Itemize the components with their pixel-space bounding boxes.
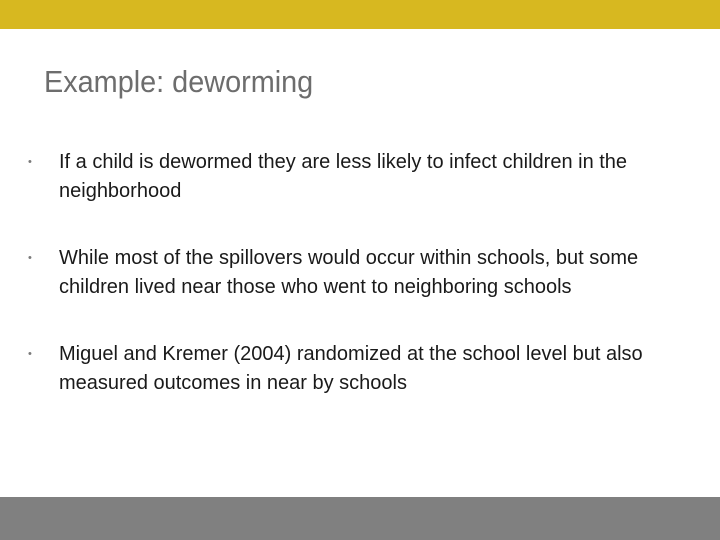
top-accent-bar xyxy=(0,0,720,29)
bullet-dot-icon: • xyxy=(28,156,32,168)
bullet-item xyxy=(28,148,688,206)
bullet-text: While most of the spillovers would occur within schools, but some children lived near those who went to neighboring schools xyxy=(59,247,639,298)
bullet-text: Miguel and Kremer (2004) randomized at the school level but also measured outcomes in near by schools xyxy=(59,343,643,394)
slide-title: Example: deworming xyxy=(44,64,314,99)
bullet-list xyxy=(28,148,688,398)
bottom-footer-bar xyxy=(0,497,720,540)
bullet-item xyxy=(28,340,688,398)
bullet-dot-icon: • xyxy=(28,252,32,264)
bullet-item xyxy=(28,244,688,302)
bullet-dot-icon: • xyxy=(28,348,32,360)
bullet-text: If a child is dewormed they are less likely to infect children in the neighborhood xyxy=(59,151,628,202)
